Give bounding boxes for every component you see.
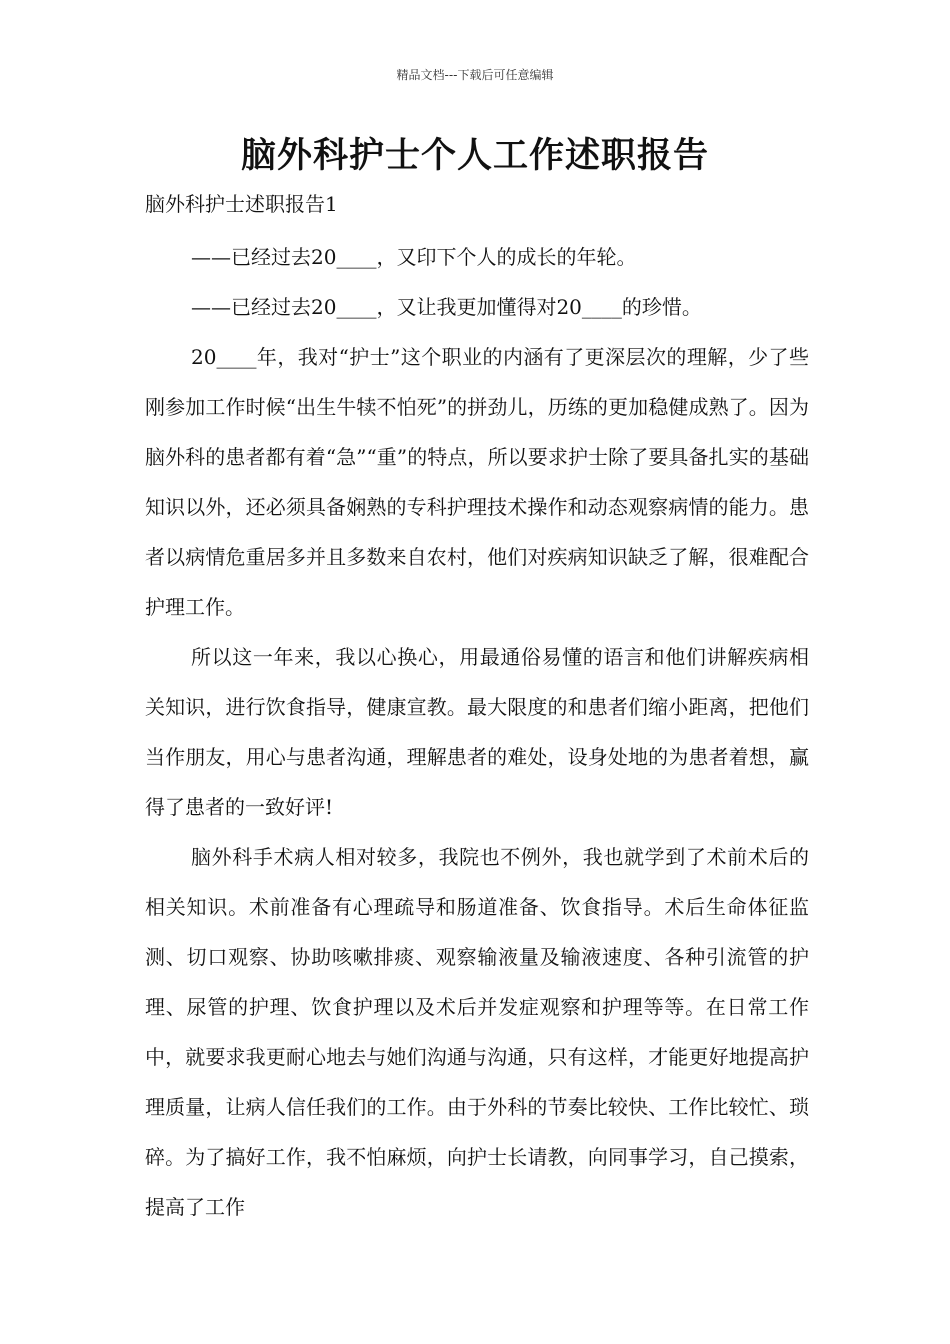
paragraph-4: 所以这一年来，我以心换心，用最通俗易懂的语言和他们讲解疾病相关知识，进行饮食指导，健康宣教。最大限度的和患者们缩小距离，把他们当作朋友，用心与患者沟通，理解患者的难处，设身处地的为患者着想，赢得了患者的一致好评! <box>145 645 809 819</box>
document-subtitle: 脑外科护士述职报告1 <box>145 192 338 216</box>
document-body <box>145 232 809 1232</box>
document-title: 脑外科护士个人工作述职报告 <box>240 136 709 176</box>
paragraph-1: ——已经过去20____，又印下个人的成长的年轮。 <box>191 245 637 269</box>
header-note: 精品文档---下载后可任意编辑 <box>396 68 554 82</box>
paragraph-3: 20____年，我对“护士”这个职业的内涵有了更深层次的理解，少了些刚参加工作时候“出生牛犊不怕死”的拼劲儿，历练的更加稳健成熟了。因为脑外科的患者都有着“急”“重”的特点，所以要求护士除了要具备扎实的基础知识以外，还必须具备娴熟的专科护理技术操作和动态观察病情的能力。患者以病情危重居多并且多数来自农村，他们对疾病知识缺乏了解，很难配合护理工作。 <box>145 345 809 619</box>
paragraph-5: 脑外科手术病人相对较多，我院也不例外，我也就学到了术前术后的相关知识。术前准备有心理疏导和肠道准备、饮食指导。术后生命体征监测、切口观察、协助咳嗽排痰、观察输液量及输液速度、各种引流管的护理、尿管的护理、饮食护理以及术后并发症观察和护理等等。在日常工作中，就要求我更耐心地去与她们沟通与沟通，只有这样，才能更好地提高护理质量，让病人信任我们的工作。由于外科的节奏比较快、工作比较忙、琐碎。为了搞好工作，我不怕麻烦，向护士长请教，向同事学习，自己摸索，提高了工作 <box>145 845 809 1219</box>
paragraph-2: ——已经过去20____，又让我更加懂得对20____的珍惜。 <box>191 295 702 319</box>
